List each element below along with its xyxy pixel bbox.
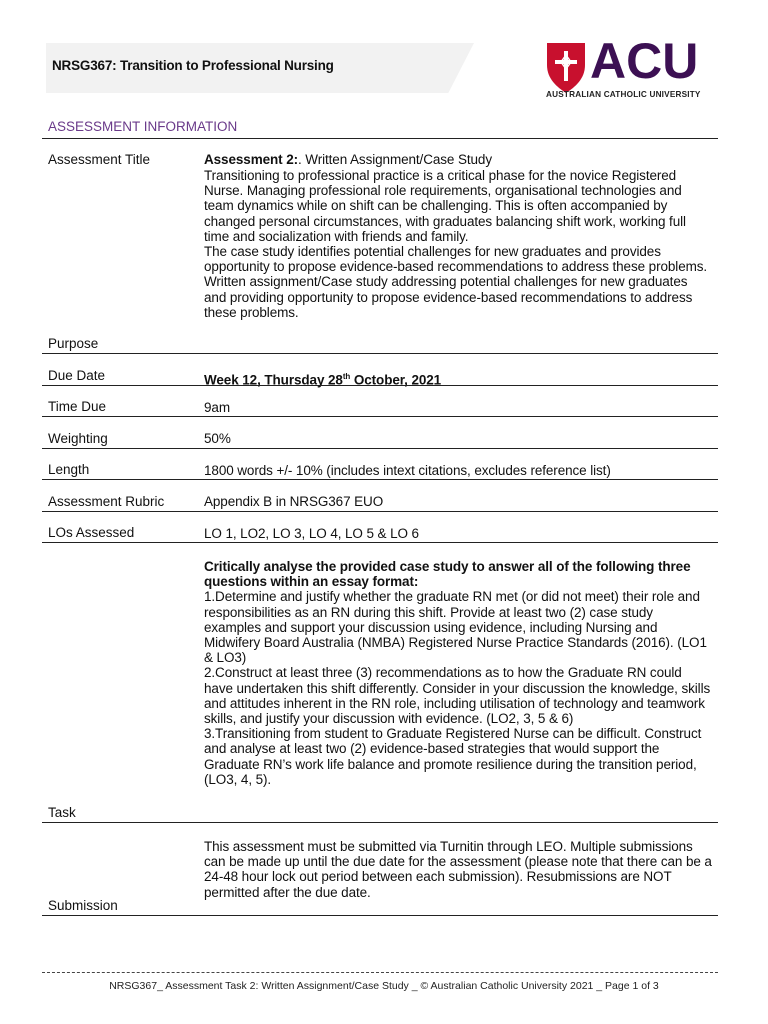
section-heading: ASSESSMENT INFORMATION xyxy=(48,119,238,134)
page-footer: NRSG367_ Assessment Task 2: Written Assignment/Case Study _ © Australian Catholic University 2021 _ Page 1 of 3 xyxy=(109,980,659,992)
divider xyxy=(42,915,718,916)
time-due-label: Time Due xyxy=(48,399,107,414)
divider xyxy=(42,138,718,139)
divider xyxy=(42,479,718,480)
weighting-value: 50% xyxy=(204,431,231,446)
due-date-weekday: Week 12, Thursday 28 xyxy=(204,372,343,388)
due-date-month: October, 2021 xyxy=(350,372,442,388)
assessment-title-value xyxy=(204,152,712,167)
length-value: 1800 words +/- 10% (includes intext citations, excludes reference list) xyxy=(204,463,611,478)
task-question: 3.Transitioning from student to Graduate Registered Nurse can be difficult. Construct and analyse at least two (2) evidence-based strategies that would support the Graduate RN’s work life balance and promote resilience during the transition period, (LO3, 4, 5). xyxy=(204,726,702,787)
assessment-type: . Written Assignment/Case Study xyxy=(298,152,492,167)
purpose-label: Purpose xyxy=(48,336,99,351)
due-date-ordinal: th xyxy=(342,372,351,381)
divider xyxy=(42,353,718,354)
rubric-label: Assessment Rubric xyxy=(48,494,165,509)
logo-subtitle: AUSTRALIAN CATHOLIC UNIVERSITY xyxy=(546,90,701,99)
divider xyxy=(42,822,718,823)
divider xyxy=(42,448,718,449)
time-due-value: 9am xyxy=(204,400,230,415)
submission-text: This assessment must be submitted via Turnitin through LEO. Multiple submissions can be made up until the due date for the assessment (please note that there can be a 24-48 hour lock out period between each submission). Resubmissions are NOT permitted after the due date. xyxy=(204,839,712,900)
task-intro: Critically analyse the provided case study to answer all of the following three questions within an essay format: xyxy=(204,559,691,590)
purpose-paragraph: Transitioning to professional practice is a critical phase for the novice Registered Nurse. Managing professional role requirements, organisational technologies and team dynamics while on shift can be challenging. This is often accompanied by changed personal circumstances, with graduates balancing shift work, working full time and socialization with friends and family. xyxy=(204,168,686,244)
assessment-title-label: Assessment Title xyxy=(48,152,151,167)
purpose-paragraph: Written assignment/Case study addressing potential challenges for new graduates and providing opportunity to propose evidence-based recommendations to address these problems. xyxy=(204,274,693,320)
assessment-number: Assessment 2: xyxy=(204,152,298,167)
los-value: LO 1, LO2, LO 3, LO 4, LO 5 & LO 6 xyxy=(204,526,419,541)
shield-icon xyxy=(547,43,585,93)
divider xyxy=(42,542,718,543)
length-label: Length xyxy=(48,462,90,477)
purpose-text xyxy=(204,168,712,320)
task-question: 2.Construct at least three (3) recommendations as to how the Graduate RN could have undertaken this shift differently. Consider in your discussion the knowledge, skills and attitudes inherent in the RN role, including utilisation of technology and teamwork skills, and justify your discussion with evidence. (LO2, 3, 5 & 6) xyxy=(204,665,711,727)
los-label: LOs Assessed xyxy=(48,525,135,540)
footer-separator xyxy=(42,972,718,973)
rubric-value: Appendix B in NRSG367 EUO xyxy=(204,494,384,509)
due-date-label: Due Date xyxy=(48,368,106,383)
task-question: 1.Determine and justify whether the graduate RN met (or did not meet) their role and responsibilities as an RN during this shift. Provide at least two (2) case study examples and support your discussion using evidence, including Nursing and Midwifery Board Australia (NMBA) Registered Nurse Practice Standards (2016). (LO1 & LO3) xyxy=(204,589,707,666)
course-title: NRSG367: Transition to Professional Nursing xyxy=(52,58,334,73)
divider xyxy=(42,416,718,417)
task-label: Task xyxy=(48,805,76,820)
submission-label: Submission xyxy=(48,898,118,913)
logo-wordmark: ACU xyxy=(590,33,699,89)
divider xyxy=(42,385,718,386)
divider xyxy=(42,511,718,512)
task-text xyxy=(204,559,712,787)
purpose-paragraph: The case study identifies potential challenges for new graduates and provides opportunity to propose evidence-based recommendations to address these problems. xyxy=(204,244,708,275)
weighting-label: Weighting xyxy=(48,431,108,446)
